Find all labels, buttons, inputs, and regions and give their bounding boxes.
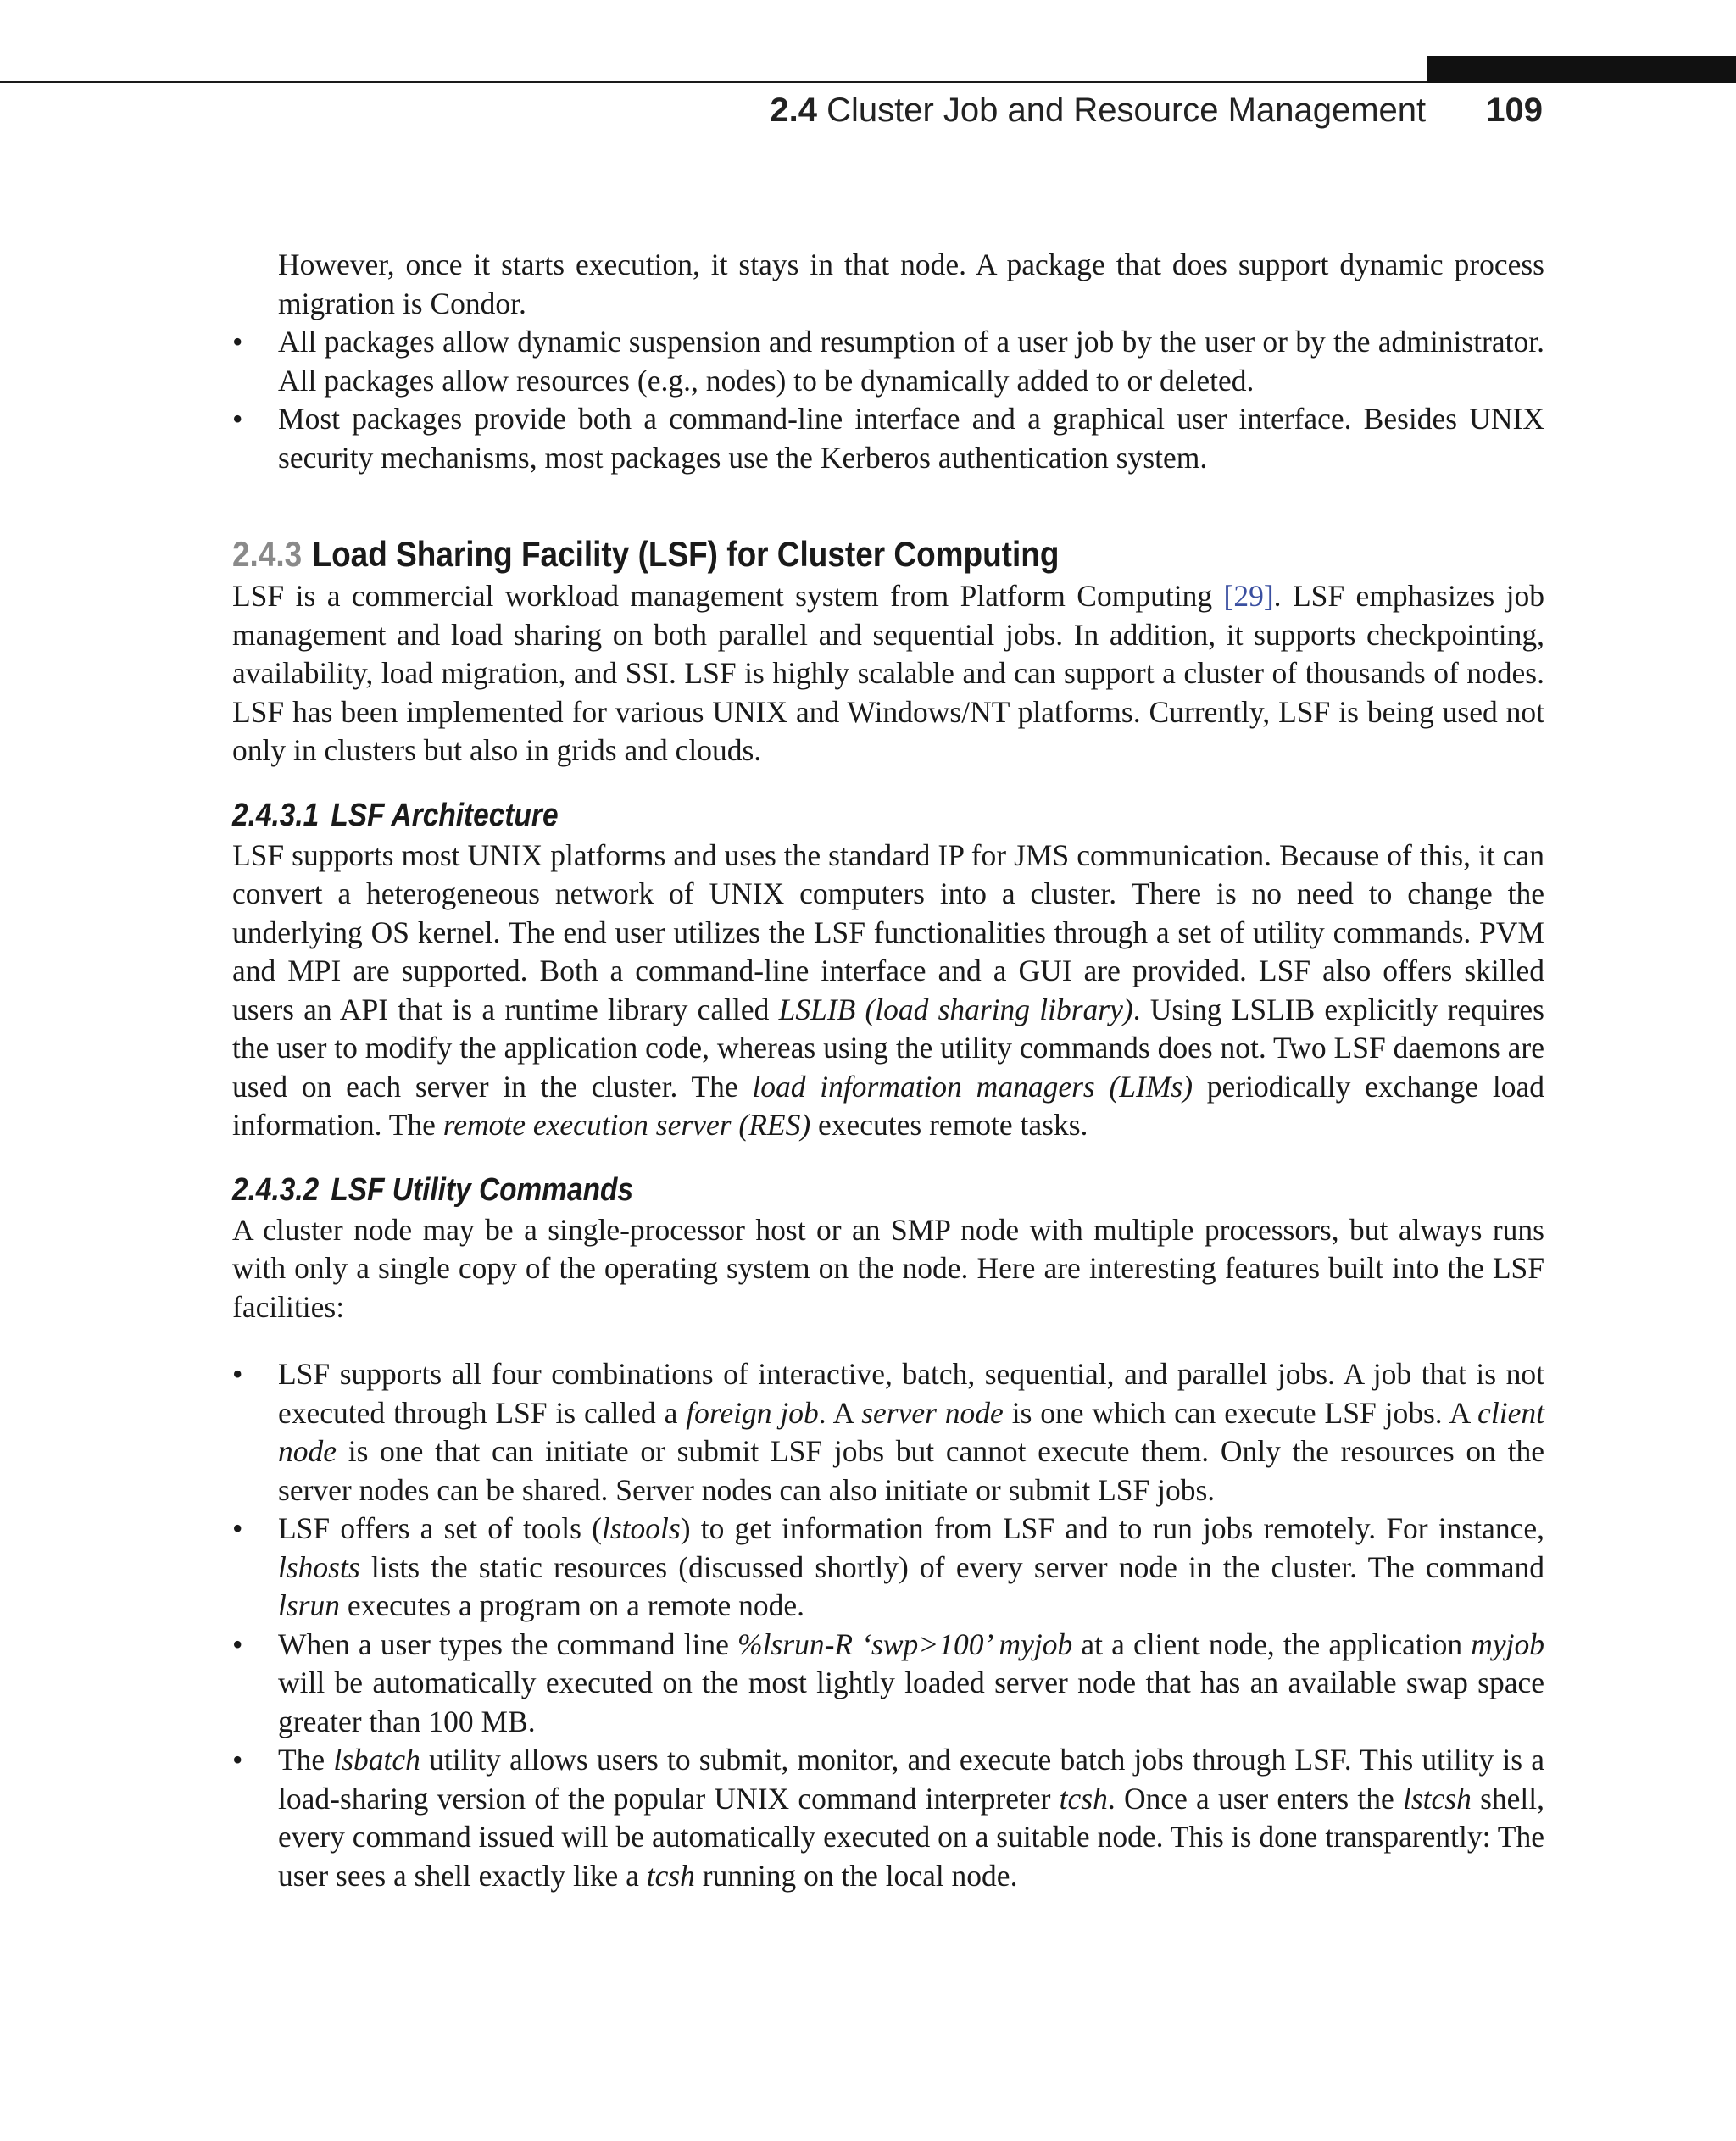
emphasis-term: lsrun [278, 1588, 340, 1622]
paragraph-text: LSF is a commercial workload management system from Platform Computing [232, 579, 1224, 613]
list-item-text: All packages allow dynamic suspension and resumption of a user job by the user or by the administrator. All packages allow resources (e.g., nodes) to be dynamically added to or deleted. [278, 325, 1544, 398]
bullet-icon: • [232, 325, 243, 359]
bullet-icon: • [232, 1743, 243, 1777]
section-number: 2.4.3 [232, 534, 303, 574]
list-item-text: Most packages provide both a command-line interface and a graphical user interface. Besides UNIX security mechanisms, most packages use the Kerberos authentication system. [278, 402, 1544, 475]
subsection-heading-2-4-3-1 [232, 794, 1387, 837]
bullet-icon: • [232, 1627, 243, 1661]
list-item-text: The [278, 1743, 334, 1777]
bullet-icon: • [232, 1357, 243, 1391]
list-item-text: When a user types the command line [278, 1627, 737, 1661]
subsection-heading-2-4-3-2 [232, 1169, 1387, 1211]
running-head [0, 92, 1543, 142]
utility-bullet-list [232, 1355, 1544, 1895]
emphasis-term: myjob [1471, 1627, 1544, 1661]
section-paragraph [232, 577, 1544, 770]
list-item-text: running on the local node. [694, 1858, 1018, 1893]
list-item [232, 323, 1544, 400]
subsection-number: 2.4.3.2 [232, 1171, 320, 1208]
list-item-text: shell, every command issued will be automatically executed on a suitable node. This is done transparently: The user sees a shell exactly like a [278, 1781, 1545, 1893]
list-item-text: ) to get information from LSF and to run jobs remotely. For instance, [680, 1511, 1544, 1545]
emphasis-term: LSLIB (load sharing library) [778, 992, 1133, 1026]
emphasis-term: server node [861, 1395, 1004, 1430]
list-item-text: executes a program on a remote node. [340, 1588, 805, 1622]
emphasis-term: lstools [601, 1511, 681, 1545]
list-item-text: . A [818, 1395, 862, 1430]
command-example: %lsrun-R ‘swp>100’ myjob [737, 1627, 1073, 1661]
section-title: Load Sharing Facility (LSF) for Cluster Computing [312, 534, 1060, 574]
list-item-text: lists the static resources (discussed shortly) of every server node in the cluster. The command [359, 1549, 1544, 1584]
running-head-title: Cluster Job and Resource Management [826, 92, 1427, 129]
page-body [232, 246, 1544, 1895]
emphasis-term: load information managers (LIMs) [752, 1069, 1194, 1104]
subsection-title: LSF Architecture [331, 797, 559, 833]
list-item [232, 1355, 1544, 1510]
subsection-number: 2.4.3.1 [232, 797, 320, 833]
list-item [232, 400, 1544, 477]
section-heading-2-4-3 [232, 531, 1387, 577]
continuation-paragraph: However, once it starts execution, it stays in that node. A package that does support dynamic process migration is Condor. [278, 247, 1544, 320]
list-item-text: . Once a user enters the [1107, 1781, 1403, 1816]
emphasis-term: lstcsh [1402, 1781, 1472, 1816]
list-item-text: LSF supports all four combinations of interactive, batch, sequential, and parallel jobs. A job that is not executed through LSF is called a [278, 1357, 1544, 1430]
paragraph-text: . Using LSLIB explicitly requires the user to modify the application code, whereas using the utility commands does not. Two LSF daemons are used on each server in the cluster. The [232, 992, 1544, 1104]
list-item [232, 1741, 1544, 1895]
emphasis-term: lsbatch [333, 1743, 420, 1777]
emphasis-term: lshosts [278, 1549, 360, 1584]
emphasis-term: tcsh [646, 1858, 695, 1893]
bullet-icon: • [232, 402, 243, 436]
utility-intro-paragraph: A cluster node may be a single-processor host or an SMP node with multiple processors, but always runs with only a single copy of the operating system on the node. Here are interesting features built into the LSF facilities: [232, 1212, 1544, 1324]
paragraph-text: periodically exchange load information. The [232, 1069, 1544, 1142]
list-item-text: at a client node, the application [1072, 1627, 1472, 1661]
emphasis-term: tcsh [1059, 1781, 1108, 1816]
intro-bullet-list [232, 323, 1544, 477]
emphasis-term: remote execution server (RES) [442, 1108, 811, 1142]
list-item [232, 1510, 1544, 1626]
paragraph-text: LSF supports most UNIX platforms and uses the standard IP for JMS communication. Because of this, it can convert a heterogeneous network of UNIX computers into a cluster. There is no need to change the underlying OS kernel. The end user utilizes the LSF functionalities through a set of utility commands. PVM and MPI are supported. Both a command-line interface and a GUI are provided. LSF also offers skilled users an API that is a runtime library called [232, 837, 1544, 1026]
paragraph-text: executes remote tasks. [810, 1108, 1088, 1142]
list-item-text: is one that can initiate or submit LSF jobs but cannot execute them. Only the resources on the server nodes can be shared. Server nodes can also initiate or submit LSF jobs. [278, 1434, 1544, 1507]
list-item-text: will be automatically executed on the most lightly loaded server node that has an available swap space greater than 100 MB. [278, 1666, 1544, 1738]
list-item [232, 1626, 1544, 1742]
citation-link[interactable]: [29] [1223, 579, 1274, 613]
header-tab-bar [1427, 56, 1736, 83]
page-number: 109 [1486, 92, 1543, 129]
architecture-paragraph [232, 837, 1544, 1145]
paragraph-text: . LSF emphasizes job management and load sharing on both parallel and sequential jobs. In addition, it supports checkpointing, availability, load migration, and SSI. LSF is highly scalable and can support a cluster of thousands of nodes. LSF has been implemented for various UNIX and Windows/NT platforms. Currently, LSF is being used not only in clusters but also in grids and clouds. [232, 579, 1544, 767]
bullet-icon: • [232, 1511, 243, 1545]
emphasis-term: client node [278, 1395, 1544, 1468]
list-item-text: utility allows users to submit, monitor, and execute batch jobs through LSF. This utility is a load-sharing version of the popular UNIX command interpreter [278, 1743, 1544, 1816]
list-item-text: is one which can execute LSF jobs. A [1003, 1395, 1478, 1430]
list-item-text: LSF offers a set of tools ( [278, 1511, 602, 1545]
subsection-title: LSF Utility Commands [331, 1171, 634, 1208]
running-head-section-number: 2.4 [770, 92, 817, 129]
emphasis-term: foreign job [686, 1395, 819, 1430]
